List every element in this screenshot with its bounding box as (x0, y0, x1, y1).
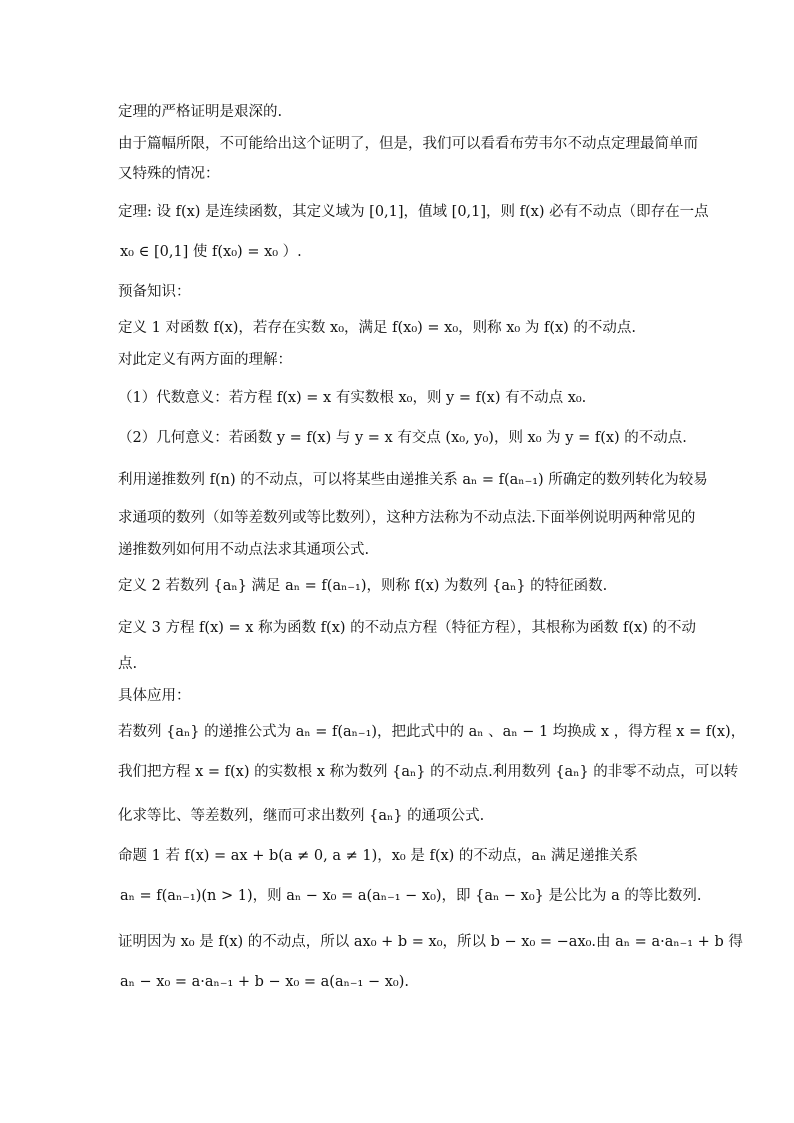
text-line: 证明因为 x₀ 是 f(x) 的不动点，所以 ax₀ + b = x₀，所以 b − x₀ = −ax₀.由 aₙ = a·aₙ₋₁ + b 得 (118, 934, 743, 950)
text-line: （2）几何意义：若函数 y = f(x) 与 y = x 有交点 (x₀, y₀)，则 x₀ 为 y = f(x) 的不动点. (118, 430, 687, 446)
text-line: 利用递推数列 f(n) 的不动点，可以将某些由递推关系 aₙ = f(aₙ₋₁) 所确定的数列转化为较易 (118, 472, 708, 488)
text-line: 若数列 {aₙ} 的递推公式为 aₙ = f(aₙ₋₁)，把此式中的 aₙ 、aₙ − 1 均换成 x ，得方程 x = f(x)， (118, 724, 746, 740)
text-line: 定义 3 方程 f(x) = x 称为函数 f(x) 的不动点方程（特征方程），其根称为函数 f(x) 的不动 (118, 620, 696, 636)
text-line: 又特殊的情况： (118, 166, 220, 182)
text-line: 点. (118, 656, 138, 672)
text-line: 定义 1 对函数 f(x)，若存在实数 x₀，满足 f(x₀) = x₀，则称 x₀ 为 f(x) 的不动点. (118, 320, 637, 336)
text-line: （1）代数意义：若方程 f(x) = x 有实数根 x₀，则 y = f(x) 有不动点 x₀. (118, 390, 587, 406)
text-line: 对此定义有两方面的理解： (118, 352, 292, 368)
text-line: 定理: 设 f(x) 是连续函数，其定义域为 [0,1]，值域 [0,1]，则 f(x) 必有不动点（即存在一点 (118, 204, 709, 220)
text-line: 求通项的数列（如等差数列或等比数列），这种方法称为不动点法.下面举例说明两种常见的 (118, 510, 696, 526)
text-line: 递推数列如何用不动点法求其通项公式. (118, 542, 370, 558)
text-line: 具体应用： (118, 688, 191, 704)
text-line: aₙ − x₀ = a·aₙ₋₁ + b − x₀ = a(aₙ₋₁ − x₀). (120, 974, 409, 990)
text-line: 命题 1 若 f(x) = ax + b(a ≠ 0, a ≠ 1)，x₀ 是 f(x) 的不动点，aₙ 满足递推关系 (118, 848, 638, 864)
text-line: x₀ ∈ [0,1] 使 f(x₀) = x₀ ）. (120, 244, 302, 260)
text-line: 定义 2 若数列 {aₙ} 满足 aₙ = f(aₙ₋₁)，则称 f(x) 为数列 {aₙ} 的特征函数. (118, 578, 608, 594)
text-line: 我们把方程 x = f(x) 的实数根 x 称为数列 {aₙ} 的不动点.利用数列 {aₙ} 的非零不动点，可以转 (118, 764, 739, 780)
text-line: 预备知识： (118, 284, 191, 300)
text-line: aₙ = f(aₙ₋₁)(n > 1)，则 aₙ − x₀ = a(aₙ₋₁ − x₀)，即 {aₙ − x₀} 是公比为 a 的等比数列. (120, 888, 702, 904)
text-line: 化求等比、等差数列，继而可求出数列 {aₙ} 的通项公式. (118, 808, 485, 824)
text-line: 由于篇幅所限，不可能给出这个证明了，但是，我们可以看看布劳韦尔不动点定理最简单而 (118, 136, 698, 152)
text-line: 定理的严格证明是艰深的. (118, 104, 283, 120)
